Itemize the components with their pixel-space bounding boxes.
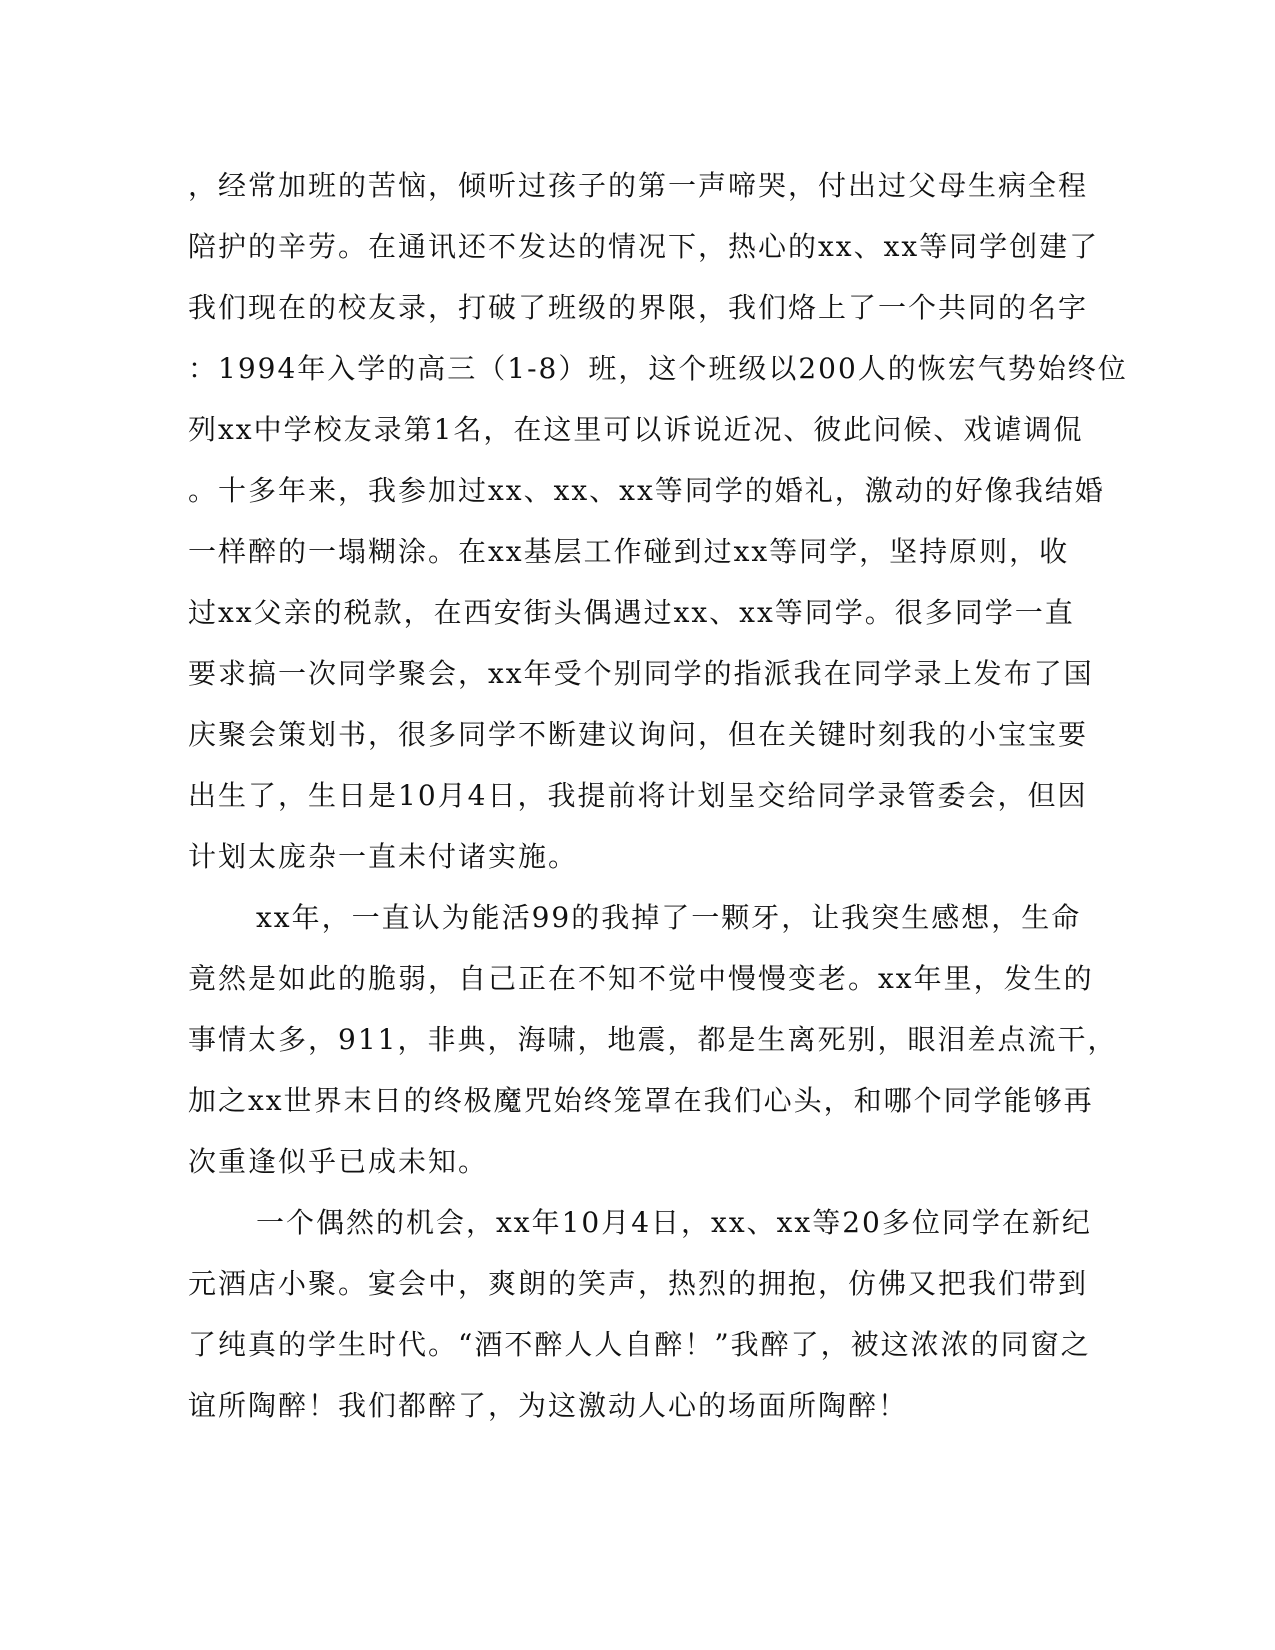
text-line: ：1994年入学的高三（1-8）班，这个班级以200人的恢宏气势始终位 (188, 352, 1128, 385)
document-body (188, 155, 1128, 1436)
text-line: 事情太多，911，非典，海啸，地震，都是生离死别，眼泪差点流干， (188, 1023, 1118, 1056)
text-line: xx年，一直认为能活99的我掉了一颗牙，让我突生感想，生命 (256, 901, 1082, 934)
text-line: 一个偶然的机会，xx年10月4日，xx、xx等20多位同学在新纪 (256, 1206, 1092, 1239)
text-line: 谊所陶醉！我们都醉了，为这激动人心的场面所陶醉！ (188, 1389, 909, 1422)
text-line: 计划太庞杂一直未付诸实施。 (188, 840, 579, 873)
text-line: 竟然是如此的脆弱，自己正在不知不觉中慢慢变老。xx年里，发生的 (188, 962, 1094, 995)
text-line: 一样醉的一塌糊涂。在xx基层工作碰到过xx等同学，坚持原则，收 (188, 535, 1070, 568)
text-line: 次重逢似乎已成未知。 (188, 1145, 489, 1178)
text-line: 元酒店小聚。宴会中，爽朗的笑声，热烈的拥抱，仿佛又把我们带到 (188, 1267, 1089, 1300)
text-line: 陪护的辛劳。在通讯还不发达的情况下，热心的xx、xx等同学创建了 (188, 230, 1100, 263)
text-line: 我们现在的校友录，打破了班级的界限，我们烙上了一个共同的名字 (188, 291, 1089, 324)
text-line: 出生了，生日是10月4日，我提前将计划呈交给同学录管委会，但因 (188, 779, 1088, 812)
paragraph-2 (188, 887, 1118, 1192)
text-line: 要求搞一次同学聚会，xx年受个别同学的指派我在同学录上发布了国 (188, 657, 1094, 690)
text-line: 庆聚会策划书，很多同学不断建议询问，但在关键时刻我的小宝宝要 (188, 718, 1089, 751)
text-line: 列xx中学校友录第1名，在这里可以诉说近况、彼此问候、戏谑调侃 (188, 413, 1084, 446)
paragraph-1 (188, 155, 1128, 887)
paragraph-3 (188, 1192, 1092, 1436)
text-line: 过xx父亲的税款，在西安街头偶遇过xx、xx等同学。很多同学一直 (188, 596, 1075, 629)
text-line: 了纯真的学生时代。“酒不醉人人自醉！”我醉了，被这浓浓的同窗之 (188, 1328, 1091, 1361)
text-line: 。十多年来，我参加过xx、xx、xx等同学的婚礼，激动的好像我结婚 (188, 474, 1105, 507)
text-line: 加之xx世界末日的终极魔咒始终笼罩在我们心头，和哪个同学能够再 (188, 1084, 1094, 1117)
text-line: ，经常加班的苦恼，倾听过孩子的第一声啼哭，付出过父母生病全程 (188, 169, 1089, 202)
